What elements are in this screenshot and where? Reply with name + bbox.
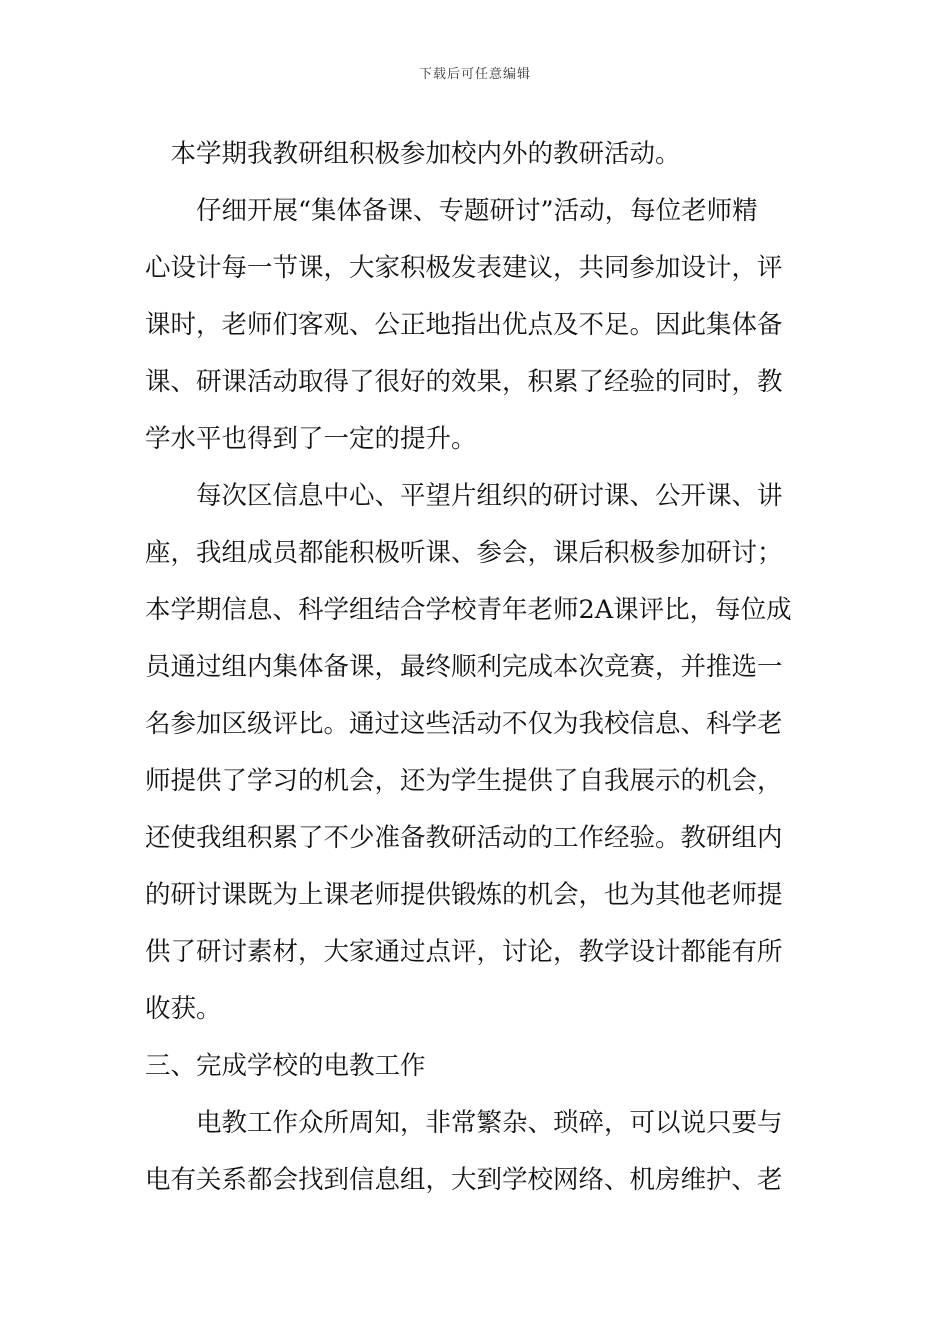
text-line: 学水平也得到了一定的提升。 — [145, 424, 477, 454]
text-line: 的研讨课既为上课老师提供锻炼的机会，也为其他老师提 — [145, 880, 783, 910]
text-line: 员通过组内集体备课，最终顺利完成本次竞赛，并推选一 — [145, 652, 783, 682]
text-line: 每次区信息中心、平望片组织的研讨课、公开课、讲 — [145, 481, 783, 511]
text-line: 本学期我教研组积极参加校内外的教研活动。 — [145, 139, 681, 169]
page-header: 下载后可任意编辑 — [418, 67, 531, 82]
text-line: 还使我组积累了不少准备教研活动的工作经验。教研组内 — [145, 823, 783, 853]
text-line: 本学期信息、科学组结合学校青年老师2A课评比，每位成 — [145, 595, 792, 625]
section-heading: 三、完成学校的电教工作 — [145, 1051, 426, 1081]
text-line: 座，我组成员都能积极听课、参会，课后积极参加研讨； — [145, 538, 783, 568]
text-line: 供了研讨素材，大家通过点评，讨论，教学设计都能有所 — [145, 937, 783, 967]
text-line: 名参加区级评比。通过这些活动不仅为我校信息、科学老 — [145, 709, 783, 739]
text-line: 课时，老师们客观、公正地指出优点及不足。因此集体备 — [145, 310, 783, 340]
text-line: 收获。 — [145, 994, 222, 1024]
text-line: 电有关系都会找到信息组，大到学校网络、机房维护、老 — [145, 1165, 783, 1195]
text-line: 仔细开展“集体备课、专题研讨”活动，每位老师精 — [145, 196, 758, 226]
text-line: 师提供了学习的机会，还为学生提供了自我展示的机会， — [145, 766, 783, 796]
text-line: 电教工作众所周知，非常繁杂、琐碎，可以说只要与 — [145, 1108, 783, 1138]
text-line: 课、研课活动取得了很好的效果，积累了经验的同时，教 — [145, 367, 783, 397]
text-line: 心设计每一节课，大家积极发表建议，共同参加设计，评 — [145, 253, 783, 283]
